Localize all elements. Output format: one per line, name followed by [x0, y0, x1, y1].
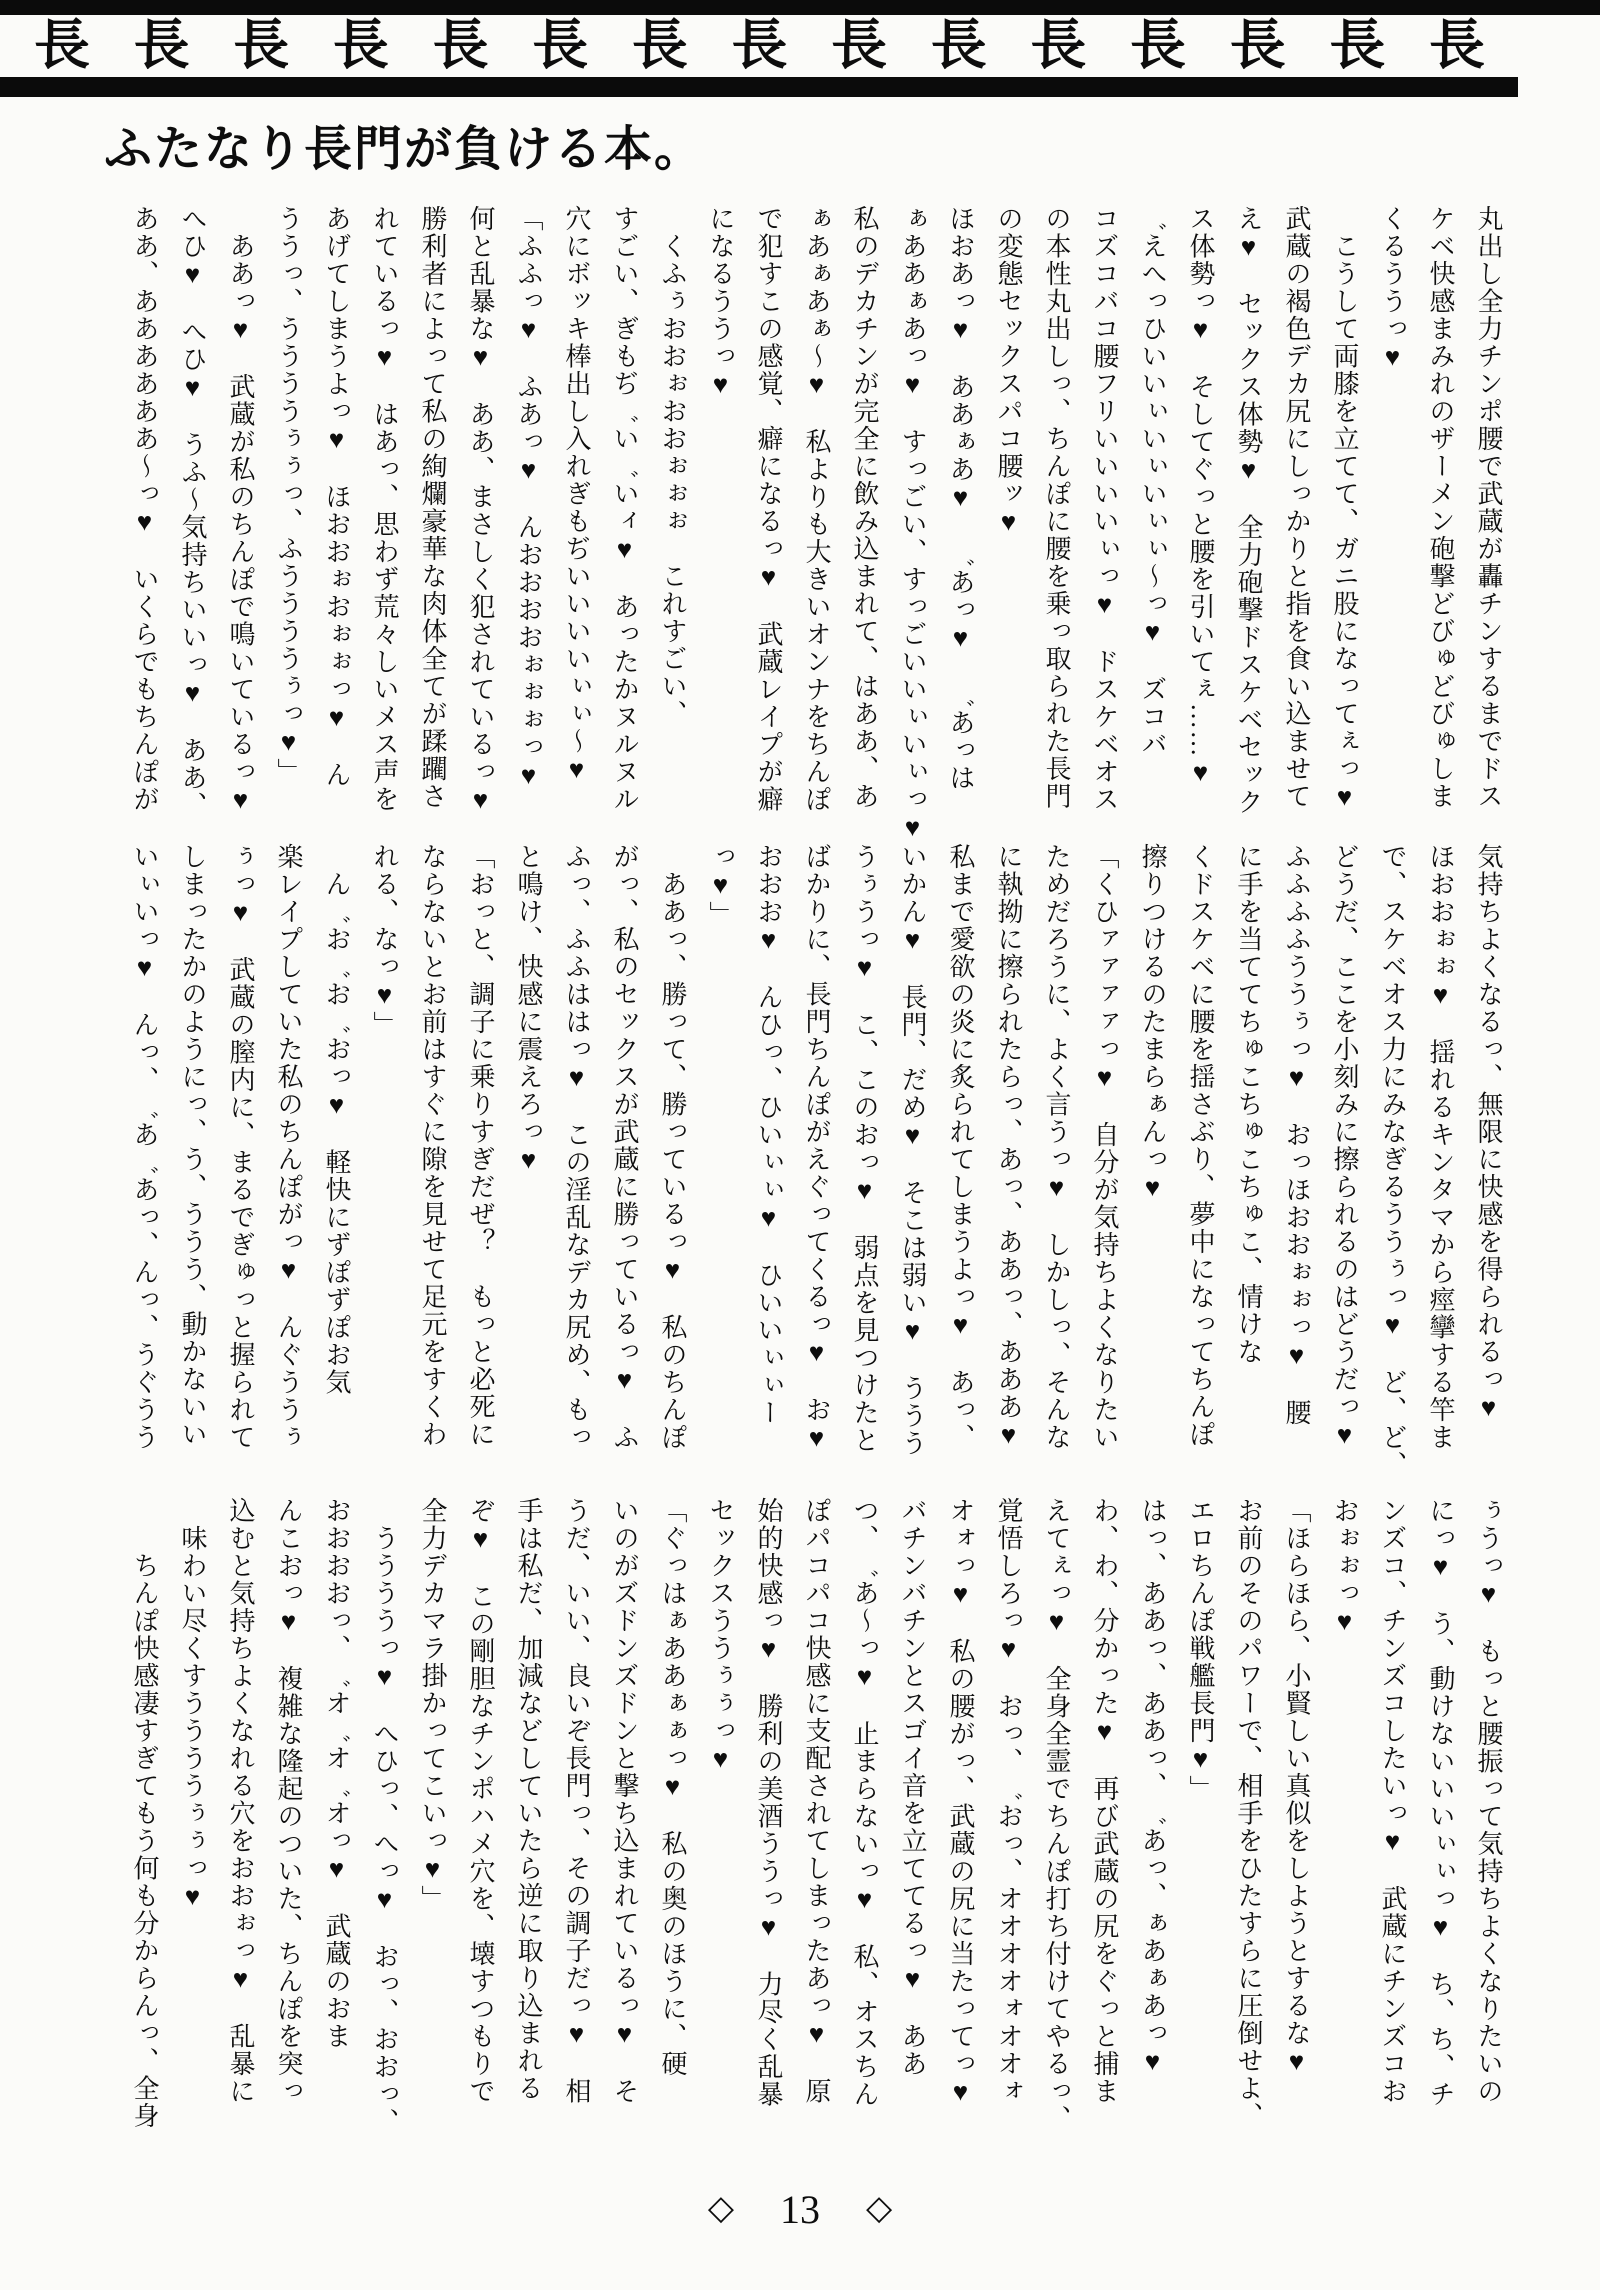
text-column: ううううっ♥ へひっ、へっ♥ おっ、おおっ、 — [370, 1497, 399, 2136]
text-column: ほおあっ♥ ああぁあ♥ ゛あっ♥ ゛あっは — [946, 205, 975, 792]
text-column: ん゛お゛お゛おっ♥ 軽快にずぽずぽお気 — [322, 843, 351, 1396]
text-column: 「くひァァァァっ♥ 自分が気持ちよくなりたい — [1090, 843, 1119, 1451]
text-column: ならないとお前はすぐに隙を見せて足元をすくわ — [418, 843, 447, 1448]
footer-diamond-right: ◇ — [866, 2189, 893, 2227]
text-column: ぁああぁあっ♥ すっごい、すっごいいぃいぃっ♥ — [898, 205, 927, 844]
text-column: 丸出し全力チンポ腰で武蔵が轟チンするまでドス — [1474, 205, 1503, 810]
text-column: 武蔵の褐色デカ尻にしっかりと指を食い込ませて — [1282, 205, 1311, 810]
text-column: コズコバコ腰フリいいいいぃっ♥ ドスケベオス — [1090, 205, 1119, 813]
text-column: すごい、ぎもぢ゛い゛いィ♥ あったかヌルヌル — [610, 205, 639, 813]
text-column: ううっ、ううううぅぅっ、ふううううぅっ♥」 — [274, 205, 303, 786]
text-column: えてぇっ♥ 全身全霊でちんぽ打ち付けてやるっ、 — [1042, 1497, 1071, 2133]
text-column: 擦りつけるのたまらぁんっ♥ — [1138, 843, 1167, 1204]
text-column: ぅうっ♥ もっと腰振って気持ちよくなりたいの — [1474, 1497, 1503, 2105]
text-column: 私まで愛欲の炎に炙られてしまうよっ♥ あっ、 — [946, 843, 975, 1451]
text-column: くドスケベに腰を揺さぶり、夢中になってちんぽ — [1186, 843, 1215, 1448]
text-column: あげてしまうよっ♥ ほおおぉおぉぉっ♥ ん — [322, 205, 351, 789]
text-column: にっ♥ う、動けないいいぃぃっ♥ ち、ち、チ — [1426, 1497, 1455, 2108]
text-column: お前のそのパワーで、相手をひたすらに圧倒せよ、 — [1234, 1497, 1263, 2130]
text-column: 味わい尽くすううううぅぅっ♥ — [178, 1497, 207, 1913]
text-column: へひ♥ へひ♥ うふ〜気持ちいいっ♥ ああ、 — [178, 205, 207, 819]
text-column: 始的快感っ♥ 勝利の美酒ううっ♥ 力尽く乱暴 — [754, 1497, 783, 2108]
text-band-2 — [120, 843, 1512, 1483]
text-column: 私のデカチンが完全に飲み込まれて、はああ、あ — [850, 205, 879, 810]
text-column: 「ほらほら、小賢しい真似をしようとするな♥ — [1282, 1497, 1311, 2078]
text-column: ス体勢っ♥ そしてぐっと腰を引いてぇ……♥ — [1186, 205, 1215, 789]
nagato-kanji-glyph: 長 — [631, 16, 688, 76]
nagato-kanji-glyph: 長 — [332, 16, 389, 76]
nagato-kanji-glyph: 長 — [34, 16, 90, 76]
text-column: はっ、ああっ、ああっ、゛あっ、ぁあぁあっ♥ — [1138, 1497, 1167, 2078]
nagato-kanji-glyph: 長 — [133, 16, 190, 76]
second-black-bar — [0, 77, 1518, 97]
text-column: 穴にボッキ棒出し入れぎもぢいいいいぃぃ〜♥ — [562, 205, 591, 786]
text-column: がっ、私のセックスが武蔵に勝っているっ♥ ふ — [610, 843, 639, 1451]
text-column: と鳴け、快感に震えろっ♥ — [514, 843, 543, 1176]
text-column: で犯すこの感覚、癖になるっ♥ 武蔵レイプが癖 — [754, 205, 783, 813]
text-column: 全力デカマラ掛かってこいっ♥」 — [418, 1497, 447, 1913]
text-column: 込むと気持ちよくなれる穴をおおぉっ♥ 乱暴に — [226, 1497, 255, 2105]
text-column: ぽパコパコ快感に支配されてしまったあっ♥ 原 — [802, 1497, 831, 2105]
text-band-3 — [120, 1497, 1512, 2169]
nagato-kanji-glyph: 長 — [532, 16, 589, 76]
text-column: 何と乱暴な♥ ああ、まさしく犯されているっ♥ — [466, 205, 495, 816]
text-column: れる、なっ♥」 — [370, 843, 399, 1039]
nagato-kanji-glyph: 長 — [233, 16, 290, 76]
text-column: ぁあぁあぁ〜♥ 私よりも大きいオンナをちんぽ — [802, 205, 831, 813]
top-black-bar — [0, 0, 1600, 15]
text-column: 楽レイプしていた私のちんぽがっ♥ んぐううぅ — [274, 843, 303, 1451]
text-column: セックスううぅぅっ♥ — [706, 1497, 735, 1775]
page-title: ふたなり長門が負ける本。 — [104, 123, 705, 176]
text-column: バチンバチンとスゴイ音を立ててるっ♥ ああ — [898, 1497, 927, 2078]
footer-diamond-left: ◇ — [707, 2189, 734, 2227]
nagato-kanji-glyph: 長 — [1130, 16, 1187, 76]
text-column: 気持ちよくなるっ、無限に快感を得られるっ♥ — [1474, 843, 1503, 1424]
text-column: エロちんぽ戦艦長門♥」 — [1186, 1497, 1215, 1803]
text-column: どうだ、ここを小刻みに擦られるのはどうだっ♥ — [1330, 843, 1359, 1451]
text-column: ほおおぉぉ♥ 揺れるキンタマから痙攣する竿ま — [1426, 843, 1455, 1451]
nagato-kanji-glyph: 長 — [1428, 16, 1485, 76]
text-column: ああっ、勝って、勝っているっ♥ 私のちんぽ — [658, 843, 687, 1451]
page-number: 13 — [780, 2187, 820, 2232]
page-footer — [0, 2186, 1600, 2233]
text-column: 「ふふっ♥ ふあっ♥ んおおおおぉぉぉっ♥ — [514, 205, 543, 792]
text-column: いのがズドンズドンと撃ち込まれているっ♥ そ — [610, 1497, 639, 2105]
text-column: おぉぉっ♥ — [1330, 1497, 1359, 1638]
text-column: ためだろうに、よく言うっ♥ しかしっ、そんな — [1042, 843, 1071, 1451]
text-column: んこおっ♥ 複雑な隆起のついた、ちんぽを突っ — [274, 1497, 303, 2105]
text-column: に手を当ててちゅこちゅこちゅこ、情けな — [1234, 843, 1263, 1366]
text-column: くふぅおおぉおおぉぉぉ これすごい、 — [658, 205, 687, 728]
text-column: 覚悟しろっ♥ おっ、゛おっ、オオオオォオオォ — [994, 1497, 1023, 2105]
text-column: っ♥」 — [706, 843, 735, 929]
text-column: ンズコ、チンズコしたいっ♥ 武蔵にチンズコお — [1378, 1497, 1407, 2105]
text-column: に執拗に擦られたらっ、あっ、ああっ、あああ♥ — [994, 843, 1023, 1451]
nagato-kanji-glyph: 長 — [1229, 16, 1286, 76]
nagato-kanji-glyph: 長 — [432, 16, 489, 76]
text-column: ふふふふううぅっ♥ おっほおおぉぉっ♥ 腰 — [1282, 843, 1311, 1427]
text-column: 「ぐっはぁああぁぁっ♥ 私の奥のほうに、硬 — [658, 1497, 687, 2078]
text-column: の変態セックスパコ腰ッ♥ — [994, 205, 1023, 538]
nagato-kanji-glyph: 長 — [731, 16, 788, 76]
text-column: しまったかのようにっ、う、ううう、動かないい — [178, 843, 207, 1448]
nagato-kanji-glyph: 長 — [930, 16, 987, 76]
text-column: の本性丸出しっ、ちんぽに腰を乗っ取られた長門 — [1042, 205, 1071, 810]
text-column: おおおおっ、゛オ゛オ゛オっ♥ 武蔵のおま — [322, 1497, 351, 2050]
text-column: ぅっ♥ 武蔵の膣内に、まるでぎゅっと握られて — [226, 843, 255, 1451]
text-column: ちんぽ快感凄すぎてもう何も分からんっ、全身 — [130, 1497, 159, 2130]
text-column: いぃいっ♥ んっ、゛あ゛あっ、んっ、うぐうう — [130, 843, 159, 1451]
nagato-kanji-glyph: 長 — [1329, 16, 1386, 76]
text-column: わ、わ、分かった♥ 再び武蔵の尻をぐっと捕ま — [1090, 1497, 1119, 2105]
header-border-row — [0, 15, 1515, 77]
text-column: で、スケベオス力にみなぎるううぅっ♥ ど、ど、 — [1378, 843, 1407, 1479]
text-column: 手は私だ、加減などしていたら逆に取り込まれる — [514, 1497, 543, 2102]
nagato-kanji-glyph: 長 — [1030, 16, 1087, 76]
text-column: ケベ快感まみれのザーメン砲撃どびゅどびゅしま — [1426, 205, 1455, 810]
text-column: え♥ セックス体勢♥ 全力砲撃ドスケベセック — [1234, 205, 1263, 816]
text-column: オォっ♥ 私の腰がっ、武蔵の尻に当たってっ♥ — [946, 1497, 975, 2108]
text-column: れているっ♥ はあっ、思わず荒々しいメス声を — [370, 205, 399, 813]
text-column: ああ、ああああああ〜っ♥ いくらでもちんぽが — [130, 205, 159, 813]
text-band-1 — [120, 205, 1512, 844]
text-column: ぞ♥ この剛胆なチンポハメ穴を、壊すつもりで — [466, 1497, 495, 2105]
text-column: ゛えへっひいいぃいぃいぃぃ〜っ♥ ズコバ — [1138, 205, 1167, 758]
text-column: ああっ♥ 武蔵が私のちんぽで鳴いているっ♥ — [226, 205, 255, 816]
nagato-kanji-glyph: 長 — [831, 16, 888, 76]
text-column: ふっ、ふふははっ♥ この淫乱なデカ尻め、もっ — [562, 843, 591, 1451]
text-column: こうして両膝を立てて、ガニ股になってぇっ♥ — [1330, 205, 1359, 813]
text-column: ばかりに、長門ちんぽがえぐってくるっ♥ お♥ — [802, 843, 831, 1454]
text-column: うだ、いい、良いぞ長門っ、その調子だっ♥ 相 — [562, 1497, 591, 2105]
text-column: つ、゛あ〜っ♥ 止まらないっ♥ 私、オスちん — [850, 1497, 879, 2108]
text-column: 「おっと、調子に乗りすぎだぜ？ もっと必死に — [466, 843, 495, 1448]
text-column: いかん♥ 長門、だめ♥ そこは弱い♥ ううう — [898, 843, 927, 1457]
text-column: くるううっ♥ — [1378, 205, 1407, 373]
text-column: になるううっ♥ — [706, 205, 735, 401]
text-column: 勝利者によって私の絢爛豪華な肉体全てが蹂躙さ — [418, 205, 447, 810]
text-column: おおお♥ んひっ、ひいぃぃ♥ ひいいぃぃー — [754, 843, 783, 1427]
text-column: うぅうっ♥ こ、このおっ♥ 弱点を見つけたと — [850, 843, 879, 1454]
